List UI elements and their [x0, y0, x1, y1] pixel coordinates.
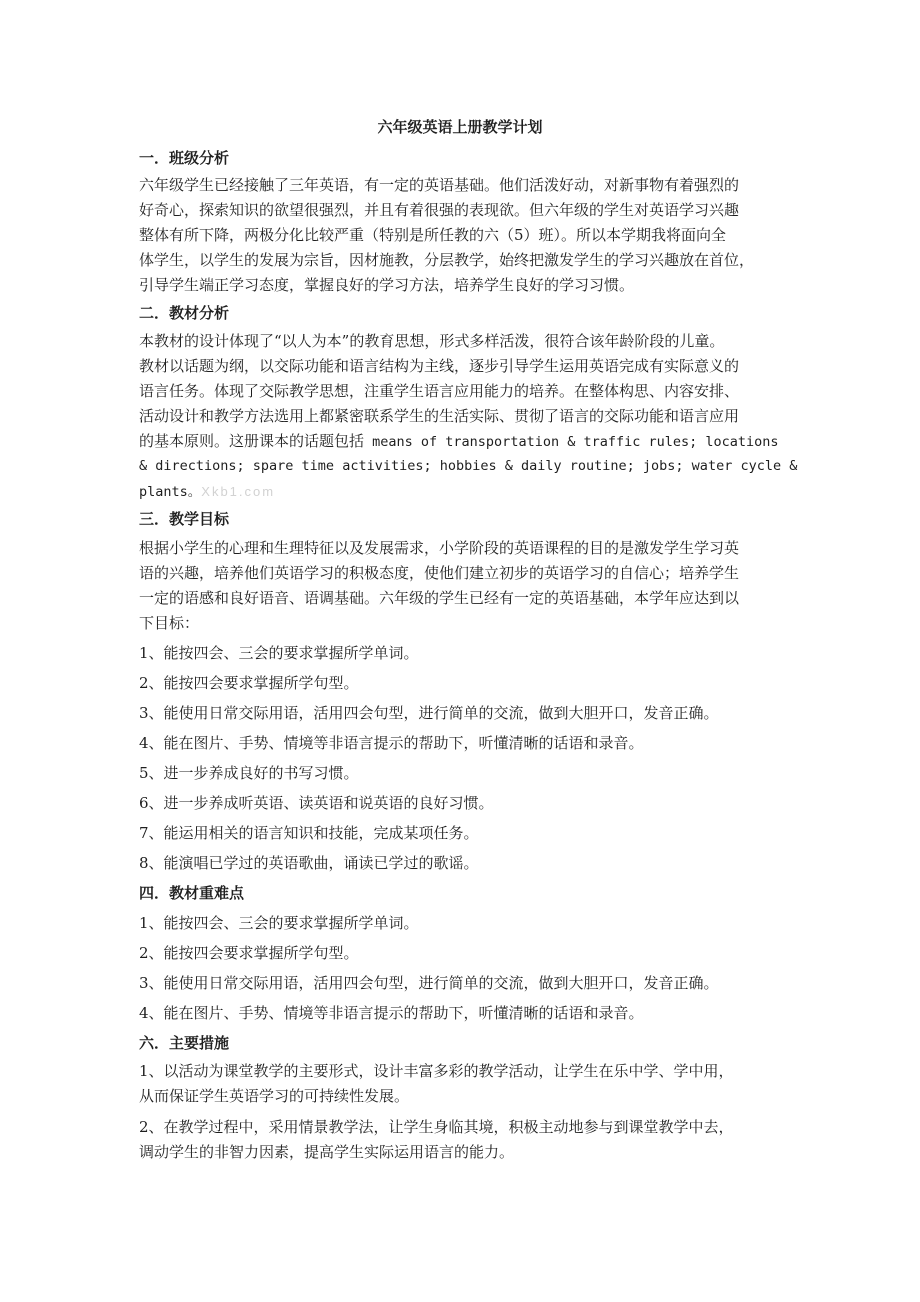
text-line: 教材以话题为纲，以交际功能和语言结构为主线，逐步引导学生运用英语完成有实际意义的 — [139, 357, 740, 375]
text-line: 六年级学生已经接触了三年英语，有一定的英语基础。他们活泼好动，对新事物有着强烈的 — [139, 176, 740, 194]
watermark-text: Xkb1.com — [201, 484, 276, 499]
list-item: 7、能运用相关的语言知识和技能，完成某项任务。 — [139, 824, 479, 842]
text-line: 体学生，以学生的发展为宗旨，因材施教，分层教学，始终把激发学生的学习兴趣放在首位， — [139, 251, 755, 269]
text-line: 根据小学生的心理和生理特征以及发展需求，小学阶段的英语课程的目的是激发学生学习英 — [139, 539, 740, 557]
text-line — [139, 479, 799, 504]
section-heading-textbook-analysis: 二．教材分析 — [139, 304, 230, 322]
list-item: 1、能按四会、三会的要求掌握所学单词。 — [139, 644, 419, 662]
paragraph-class-analysis — [139, 173, 799, 298]
text-line: 语言任务。体现了交际教学思想，注重学生语言应用能力的培养。在整体构思、内容安排、 — [139, 382, 740, 400]
text-line: 下目标： — [139, 614, 200, 632]
section-heading-class-analysis: 一．班级分析 — [139, 149, 230, 167]
document-title: 六年级英语上册教学计划 — [377, 118, 543, 136]
list-item: 3、能使用日常交际用语，活用四会句型，进行简单的交流，做到大胆开口，发音正确。 — [139, 704, 719, 722]
section-heading-key-points: 四．教材重难点 — [139, 884, 245, 902]
text-en: plants。 — [139, 484, 202, 500]
text-line: 1、以活动为课堂教学的主要形式，设计丰富多彩的教学活动，让学生在乐中学、学中用， — [139, 1062, 734, 1080]
paragraph-textbook-analysis — [139, 329, 799, 504]
text-en-topics: means of transportation & traffic rules; locations — [364, 434, 779, 450]
text-line: 本教材的设计体现了“以人为本”的教育思想，形式多样活泼，很符合该年龄阶段的儿童。 — [139, 332, 725, 350]
text-line: 整体有所下降，两极分化比较严重（特别是所任教的六（5）班）。所以本学期我将面向全 — [139, 226, 727, 244]
list-item: 6、进一步养成听英语、读英语和说英语的良好习惯。 — [139, 794, 494, 812]
list-item: 4、能在图片、手势、情境等非语言提示的帮助下，听懂清晰的话语和录音。 — [139, 1004, 644, 1022]
paragraph-measure-1 — [139, 1059, 799, 1109]
text-line: 语的兴趣，培养他们英语学习的积极态度，使他们建立初步的英语学习的自信心；培养学生 — [139, 564, 740, 582]
list-item: 2、能按四会要求掌握所学句型。 — [139, 674, 359, 692]
list-item: 5、进一步养成良好的书写习惯。 — [139, 764, 359, 782]
text-line: 好奇心，探索知识的欲望很强烈，并且有着很强的表现欲。但六年级的学生对英语学习兴趣 — [139, 201, 740, 219]
text-line: 活动设计和教学方法选用上都紧密联系学生的生活实际、贯彻了语言的交际功能和语言应用 — [139, 407, 740, 425]
text-line: 一定的语感和良好语音、语调基础。六年级的学生已经有一定的英语基础，本学年应达到以 — [139, 589, 740, 607]
list-item: 4、能在图片、手势、情境等非语言提示的帮助下，听懂清晰的话语和录音。 — [139, 734, 644, 752]
text-line: 从而保证学生英语学习的可持续性发展。 — [139, 1087, 410, 1105]
text-line: 引导学生端正学习态度，掌握良好的学习方法，培养学生良好的学习习惯。 — [139, 276, 635, 294]
list-item: 8、能演唱已学过的英语歌曲，诵读已学过的歌谣。 — [139, 854, 479, 872]
text-line: & directions; spare time activities; hobbies & daily routine; jobs; water cycle & — [139, 458, 798, 474]
text-line: 2、在教学过程中，采用情景教学法，让学生身临其境，积极主动地参与到课堂教学中去， — [139, 1118, 734, 1136]
paragraph-measure-2 — [139, 1115, 799, 1165]
text-line: 调动学生的非智力因素，提高学生实际运用语言的能力。 — [139, 1143, 515, 1161]
list-item: 3、能使用日常交际用语，活用四会句型，进行简单的交流，做到大胆开口，发音正确。 — [139, 974, 719, 992]
list-item: 2、能按四会要求掌握所学句型。 — [139, 944, 359, 962]
paragraph-teaching-goals — [139, 536, 799, 636]
list-item: 1、能按四会、三会的要求掌握所学单词。 — [139, 914, 419, 932]
section-heading-main-measures: 六．主要措施 — [139, 1034, 230, 1052]
section-heading-teaching-goals: 三．教学目标 — [139, 510, 230, 528]
text-cn: 的基本原则。这册课本的话题包括 — [139, 432, 365, 450]
text-line — [139, 429, 799, 454]
